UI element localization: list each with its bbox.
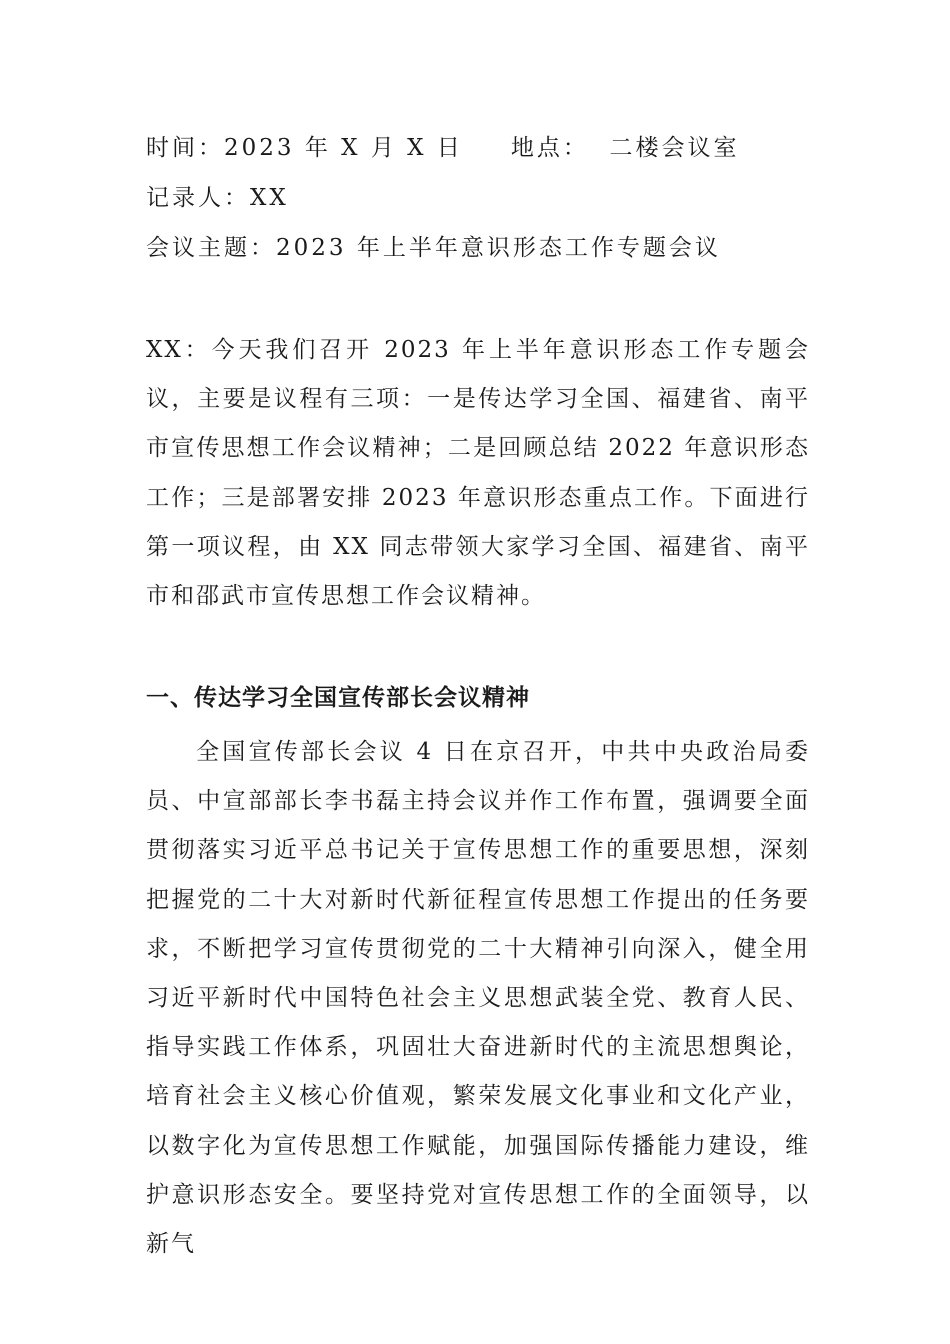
intro-paragraph: XX：今天我们召开 2023 年上半年意识形态工作专题会议，主要是议程有三项：一是传达学习全国、福建省、南平市宣传思想工作会议精神；二是回顾总结 2022 年意识形态工作；三是部署安排 2023 年意识形态重点工作。下面进行第一项议程，由 XX 同志带领大家学习全国、福建省、南平市和邵武市宣传思想工作会议精神。 <box>146 337 810 610</box>
meeting-topic-line <box>146 233 721 263</box>
meeting-recorder-line <box>146 183 289 213</box>
recorder-value: XX <box>250 185 289 211</box>
location-label: 地点： <box>510 135 589 161</box>
topic-label: 会议主题： <box>146 235 276 261</box>
section-one-heading: 一、传达学习全国宣传部长会议精神 <box>146 685 530 711</box>
section-one-body: 全国宣传部长会议 4 日在京召开，中共中央政治局委员、中宣部部长李书磊主持会议并作工作布置，强调要全面贯彻落实习近平总书记关于宣传思想工作的重要思想，深刻把握党的二十大对新时代新征程宣传思想工作提出的任务要求，不断把学习宣传贯彻党的二十大精神引向深入，健全用习近平新时代中国特色社会主义思想武装全党、教育人民、指导实践工作体系，巩固壮大奋进新时代的主流思想舆论，培育社会主义核心价值观，繁荣发展文化事业和文化产业，以数字化为宣传思想工作赋能，加强国际传播能力建设，维护意识形态安全。要坚持党对宣传思想工作的全面领导，以新气 <box>146 739 810 1258</box>
topic-value: 2023 年上半年意识形态工作专题会议 <box>276 235 721 261</box>
recorder-label: 记录人： <box>146 185 250 211</box>
location-value: 二楼会议室 <box>609 135 740 161</box>
time-label: 时间： <box>146 135 224 161</box>
meeting-time-location-line <box>146 133 739 163</box>
time-value: 2023 年 X 月 X 日 <box>224 135 463 161</box>
